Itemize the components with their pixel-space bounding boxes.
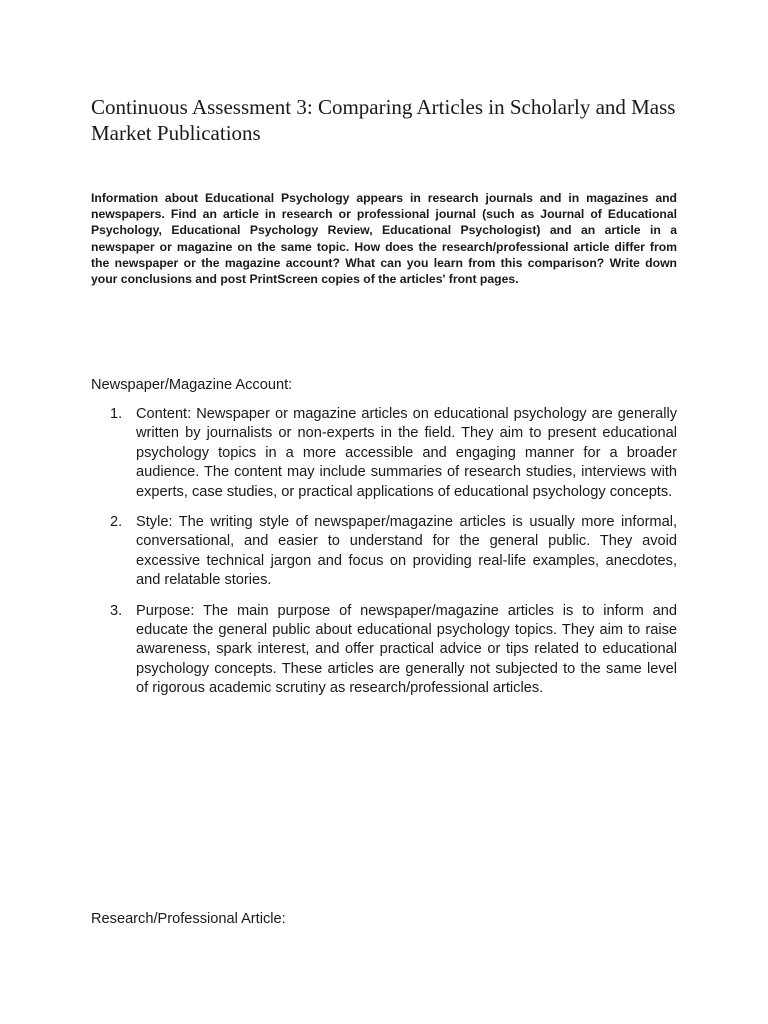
list-item-number: 3. xyxy=(110,602,123,619)
assignment-instructions: Information about Educational Psychology appears in research journals and in magazines and newspapers. Find an article in research or professional journal (such as Journal of Educational Psychology, Educational Psychology Review, Educational Psychologist) and an article in a newspaper or magazine on the same topic. How does the research/professional article differ from the newspaper or the magazine account? What can you learn from this comparison? Write down your conclusions and post PrintScreen copies of the articles' front pages. xyxy=(91,191,677,287)
list-item xyxy=(110,513,677,591)
list-item-text: Style: The writing style of newspaper/magazine articles is usually more informal, conversational, and easier to understand for the general public. They avoid excessive technical jargon and focus on providing real-life examples, anecdotes, and relatable stories. xyxy=(136,514,677,589)
newspaper-section-heading: Newspaper/Magazine Account: xyxy=(91,377,293,393)
research-section-heading: Research/Professional Article: xyxy=(91,911,286,927)
list-item xyxy=(110,405,677,502)
page-title: Continuous Assessment 3: Comparing Articles in Scholarly and Mass Market Publications xyxy=(91,95,676,145)
list-item-number: 2. xyxy=(110,514,123,531)
list-item-text: Content: Newspaper or magazine articles on educational psychology are generally written by journalists or non-experts in the field. They aim to present educational psychology topics in a more accessible and engaging manner for a broader audience. The content may include summaries of research studies, interviews with experts, case studies, or practical applications of educational psychology concepts. xyxy=(136,406,677,500)
list-item-text: Purpose: The main purpose of newspaper/magazine articles is to inform and educate the general public about educational psychology topics. They aim to raise awareness, spark interest, and offer practical advice or tips related to educational psychology concepts. These articles are generally not subjected to the same level of rigorous academic scrutiny as research/professional articles. xyxy=(136,602,677,697)
list-item-number: 1. xyxy=(110,406,123,422)
newspaper-points-list xyxy=(110,405,677,710)
list-item xyxy=(110,602,677,699)
